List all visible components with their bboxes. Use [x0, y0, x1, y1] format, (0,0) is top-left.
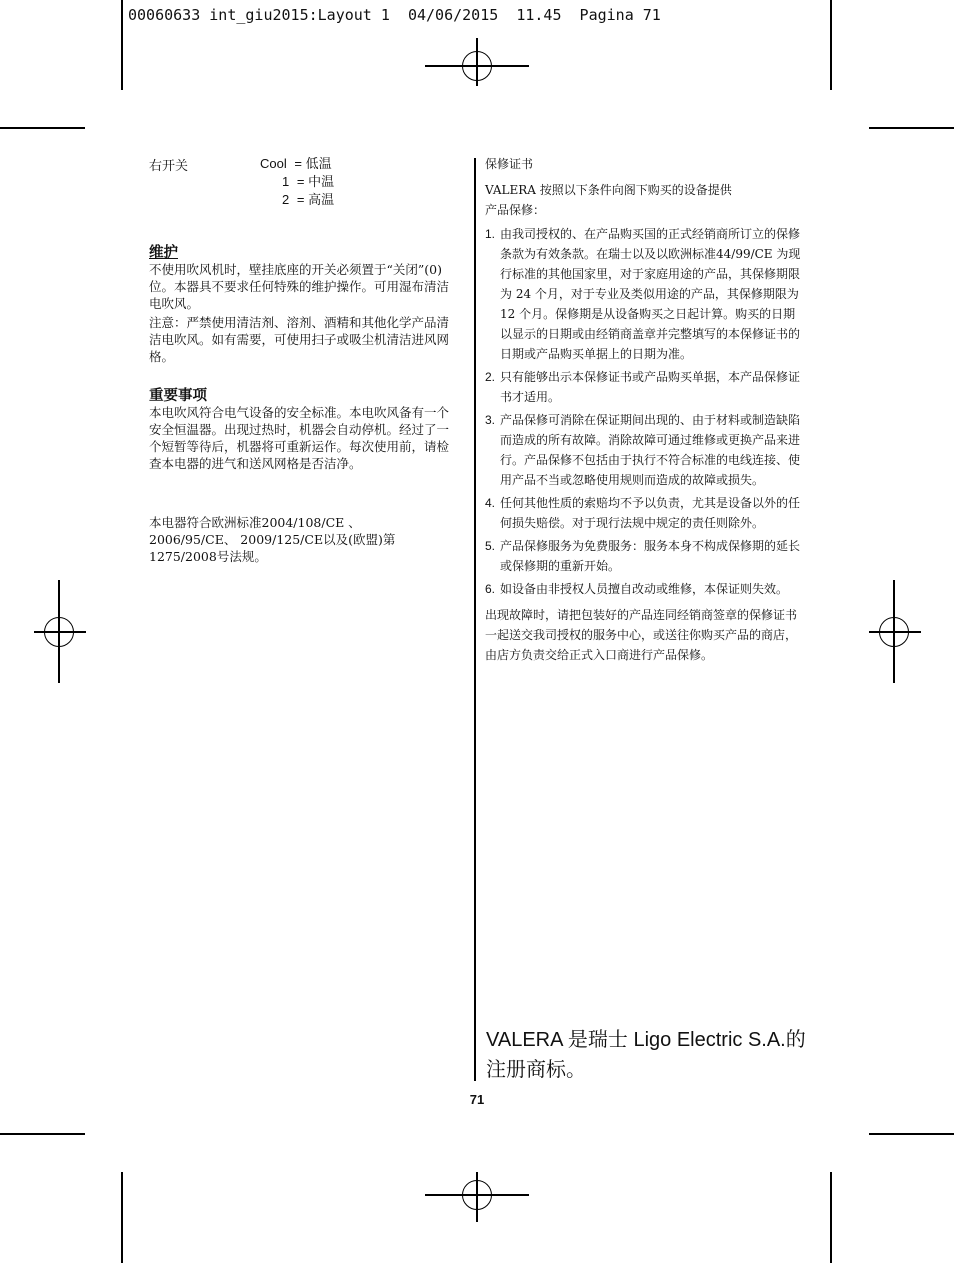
maintenance-warning: 注意：严禁使用清洁剂、溶剂、酒精和其他化学产品清洁电吹风。如有需要，可使用扫子或吸尘机清洁进风网格。 — [149, 315, 450, 364]
important-title: 重要事项 — [149, 387, 207, 404]
column-divider — [474, 158, 476, 1081]
important-section — [149, 387, 459, 472]
warranty-item — [485, 536, 805, 576]
switch-setting-cool — [260, 155, 332, 173]
registration-mark-circle — [462, 1180, 492, 1210]
warranty-item-number: 1. — [485, 227, 496, 241]
maintenance-section — [149, 244, 459, 365]
switch-label: 右开关 — [149, 158, 189, 173]
switch-setting-key: 2 — [282, 192, 290, 207]
crop-mark — [121, 1172, 123, 1263]
warranty-title: 保修证书 — [485, 157, 534, 171]
warranty-item — [485, 493, 805, 533]
registration-mark-circle — [44, 617, 74, 647]
warranty-item-text: 只有能够出示本保修证书或产品购买单据，本产品保修证书才适用。 — [500, 370, 801, 404]
warranty-item-text: 产品保修服务为免费服务：服务本身不构成保修期的延长或保修期的重新开始。 — [500, 539, 801, 573]
compliance-note: 本电器符合欧洲标准2004/108/CE 、2006/95/CE、 2009/125/CE以及(欧盟)第1275/2008号法规。 — [149, 515, 396, 564]
switch-setting-value: = 高温 — [296, 192, 335, 207]
warranty-item-number: 2. — [485, 370, 496, 384]
warranty-item-text: 产品保修可消除在保证期间出现的、由于材料或制造缺陷而造成的所有故障。消除故障可通过维修或更换产品来进行。产品保修不包括由于执行不符合标准的电线连接、使用产品不当或忽略使用规则而造成的故障或损失。 — [500, 413, 801, 487]
warranty-item-number: 4. — [485, 496, 496, 510]
switch-setting-value: = 低温 — [294, 156, 332, 171]
crop-mark — [830, 0, 832, 90]
crop-mark — [869, 1133, 954, 1135]
switch-setting-key: 1 — [282, 174, 290, 189]
maintenance-paragraph: 不使用吹风机时，壁挂底座的开关必须置于“关闭”(0)位。本器具不要求任何特殊的维护操作。可用湿布清洁电吹风。 — [149, 262, 450, 311]
warranty-intro: VALERA 按照以下条件向阁下购买的设备提供产品保修： — [485, 183, 732, 217]
crop-mark — [0, 127, 85, 129]
crop-mark — [0, 1133, 85, 1135]
switch-setting-key: Cool — [260, 156, 287, 171]
switch-setting-1 — [282, 173, 334, 191]
warranty-item — [485, 410, 805, 490]
registration-mark-circle — [879, 617, 909, 647]
crop-mark — [830, 1172, 832, 1263]
warranty-item-text: 任何其他性质的索赔均不予以负责，尤其是设备以外的任何损失赔偿。对于现行法规中规定的责任则除外。 — [500, 496, 801, 530]
warranty-item — [485, 367, 805, 407]
warranty-section — [485, 154, 805, 665]
maintenance-title: 维护 — [149, 244, 178, 261]
warranty-item-number: 6. — [485, 582, 496, 596]
warranty-item-text: 如设备由非授权人员擅自改动或维修，本保证则失效。 — [500, 582, 789, 596]
registration-mark-circle — [462, 51, 492, 81]
print-slug-header: 00060633 int_giu2015:Layout 1 04/06/2015 11.45 Pagina 71 — [128, 6, 661, 24]
important-paragraph: 本电吹风符合电气设备的安全标准。本电吹风备有一个安全恒温器。出现过热时，机器会自动停机。经过了一个短暂等待后，机器将可重新运作。每次使用前，请检查本电器的进气和送风网格是否洁净。 — [149, 405, 450, 471]
switch-setting-value: = 中温 — [296, 174, 335, 189]
warranty-item — [485, 224, 805, 364]
trademark-note: VALERA 是瑞士 Ligo Electric S.A.的注册商标。 — [486, 1029, 806, 1081]
page-number: 71 — [469, 1092, 485, 1107]
warranty-item-number: 5. — [485, 539, 496, 553]
warranty-item-text: 由我司授权的、在产品购买国的正式经销商所订立的保修条款为有效条款。在瑞士以及以欧洲标准44/99/CE 为现行标准的其他国家里，对于家庭用途的产品，其保修期限为 24 个月，对于专业及类似用途的产品，其保修期限为 12 个月。保修期是从设备购买之日起计算。购买的日期以显示的日期或由经销商盖章并完整填写的本保修证书的日期或产品购买单据上的日期为准。 — [500, 227, 801, 361]
crop-mark — [869, 127, 954, 129]
warranty-item-number: 3. — [485, 413, 496, 427]
switch-setting-2 — [282, 191, 334, 209]
crop-mark — [121, 0, 123, 90]
warranty-item — [485, 579, 805, 599]
warranty-closing: 出现故障时，请把包装好的产品连同经销商签章的保修证书一起送交我司授权的服务中心，或送往你购买产品的商店，由店方负责交给正式入口商进行产品保修。 — [485, 608, 798, 662]
